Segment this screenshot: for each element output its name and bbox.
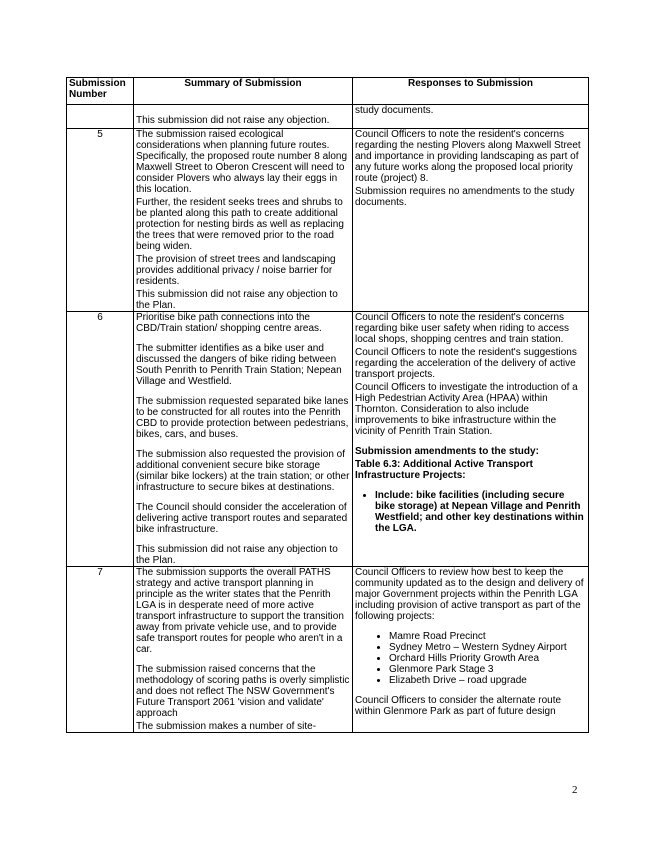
summary-paragraph: This submission did not raise any objection to the Plan. xyxy=(136,544,338,566)
summary-cell xyxy=(134,129,353,312)
summary-paragraph: Further, the resident seeks trees and shrubs to be planted along this path to create additional protection for nesting birds as well as replacing the trees that were removed prior to the road being widen. xyxy=(136,197,344,252)
summary-paragraph: The submission supports the overall PATHS strategy and active transport planning in principle as the writer states that the Penrith LGA is in desperate need of more active transport infrastructure to support the transition away from private vehicle use, and to provide safe transport routes for people who aren't in a car. xyxy=(136,567,344,655)
response-paragraph: Council Officers to note the resident's concerns regarding bike user safety when riding to access local shops, shopping centres and train station. xyxy=(355,312,570,345)
response-paragraph: Council Officers to consider the alternate route within Glenmore Park as part of future design xyxy=(355,695,562,717)
response-paragraph: Council Officers to investigate the introduction of a High Pedestrian Activity Area (HPAA) within Thornton. Consideration to also include improvements to bike infrastructure within the vicinity of Penrith Train Station. xyxy=(355,382,578,437)
row-number: 6 xyxy=(67,312,134,567)
list-item: • Glenmore Park Stage 3 xyxy=(389,664,586,675)
list-item: • Sydney Metro – Western Sydney Airport xyxy=(389,642,586,653)
header-submission-number: Submission Number xyxy=(67,78,134,105)
summary-cell xyxy=(134,567,353,733)
list-item: • Elizabeth Drive – road upgrade xyxy=(389,675,586,686)
page-number: 2 xyxy=(572,784,578,796)
summary-paragraph: This submission did not raise any objection to the Plan. xyxy=(136,289,338,311)
summary-paragraph: The submission raised ecological considerations when planning future routes. Specifically, the proposed route number 8 along Maxwell Street to Oberon Crescent will need to consider Plovers who always lay their eggs in this location. xyxy=(136,129,348,195)
summary-paragraph: The submission requested separated bike lanes to be constructed for all routes into the Penrith CBD to provide protection between pedestrians, bikes, cars, and buses. xyxy=(136,396,349,440)
amendments-table-ref: Table 6.3: Additional Active Transport Infrastructure Projects: xyxy=(355,459,533,481)
summary-paragraph: Prioritise bike path connections into the CBD/Train station/ shopping centre areas. xyxy=(136,312,322,334)
list-item: • Include: bike facilities (including secure bike storage) at Nepean Village and Penrith Westfield; and other key destinations within the LGA. xyxy=(375,490,586,534)
table-row xyxy=(67,129,589,312)
summary-paragraph: This submission did not raise any objection. xyxy=(136,115,330,126)
response-paragraph: study documents. xyxy=(355,105,434,116)
summary-paragraph: The provision of street trees and landscaping provides additional privacy / noise barrier for residents. xyxy=(136,254,336,287)
summary-paragraph: The Council should consider the acceleration of delivering active transport routes and separated bike infrastructure. xyxy=(136,502,348,535)
response-cell xyxy=(353,105,589,129)
amendments-title: Submission amendments to the study: xyxy=(355,446,539,457)
row-number: 5 xyxy=(67,129,134,312)
table-row xyxy=(67,312,589,567)
response-cell xyxy=(353,567,589,733)
list-item: • Orchard Hills Priority Growth Area xyxy=(389,653,586,664)
table-row xyxy=(67,105,589,129)
header-summary: Summary of Submission xyxy=(134,78,353,105)
amendments-list xyxy=(355,490,586,534)
summary-cell xyxy=(134,312,353,567)
summary-paragraph: The submitter identifies as a bike user and discussed the dangers of bike riding between South Penrith to Penrith Train Station; Nepean Village and Westfield. xyxy=(136,343,342,387)
row-number: 7 xyxy=(67,567,134,733)
summary-paragraph: The submission also requested the provision of additional convenient secure bike storage (similar bike lockers) at the train station; or other infrastructure to secure bikes at destinations. xyxy=(136,449,350,493)
response-paragraph: Council Officers to note the resident's suggestions regarding the acceleration of the delivery of active transport projects. xyxy=(355,347,577,380)
projects-list xyxy=(355,631,586,686)
list-item: • Mamre Road Precinct xyxy=(389,631,586,642)
table-row xyxy=(67,567,589,733)
summary-paragraph: The submission raised concerns that the methodology of scoring paths is overly simplistic and does not reflect The NSW Government's Future Transport 2061 'vision and validate' approach xyxy=(136,664,350,719)
header-row xyxy=(67,78,589,105)
row-number xyxy=(67,105,134,129)
submissions-table xyxy=(66,77,589,733)
header-responses: Responses to Submission xyxy=(353,78,589,105)
response-cell xyxy=(353,129,589,312)
summary-cell xyxy=(134,105,353,129)
summary-paragraph: The submission makes a number of site- xyxy=(136,721,317,732)
response-paragraph: Council Officers to review how best to keep the community updated as to the design and delivery of major Government projects within the Penrith LGA including provision of active transport as part of the following projects: xyxy=(355,567,584,622)
response-cell xyxy=(353,312,589,567)
response-paragraph: Submission requires no amendments to the study documents. xyxy=(355,186,575,208)
response-paragraph: Council Officers to note the resident's concerns regarding the nesting Plovers along Maxwell Street and importance in providing landscaping as part of any future works along the proposed local priority route (project) 8. xyxy=(355,129,581,184)
